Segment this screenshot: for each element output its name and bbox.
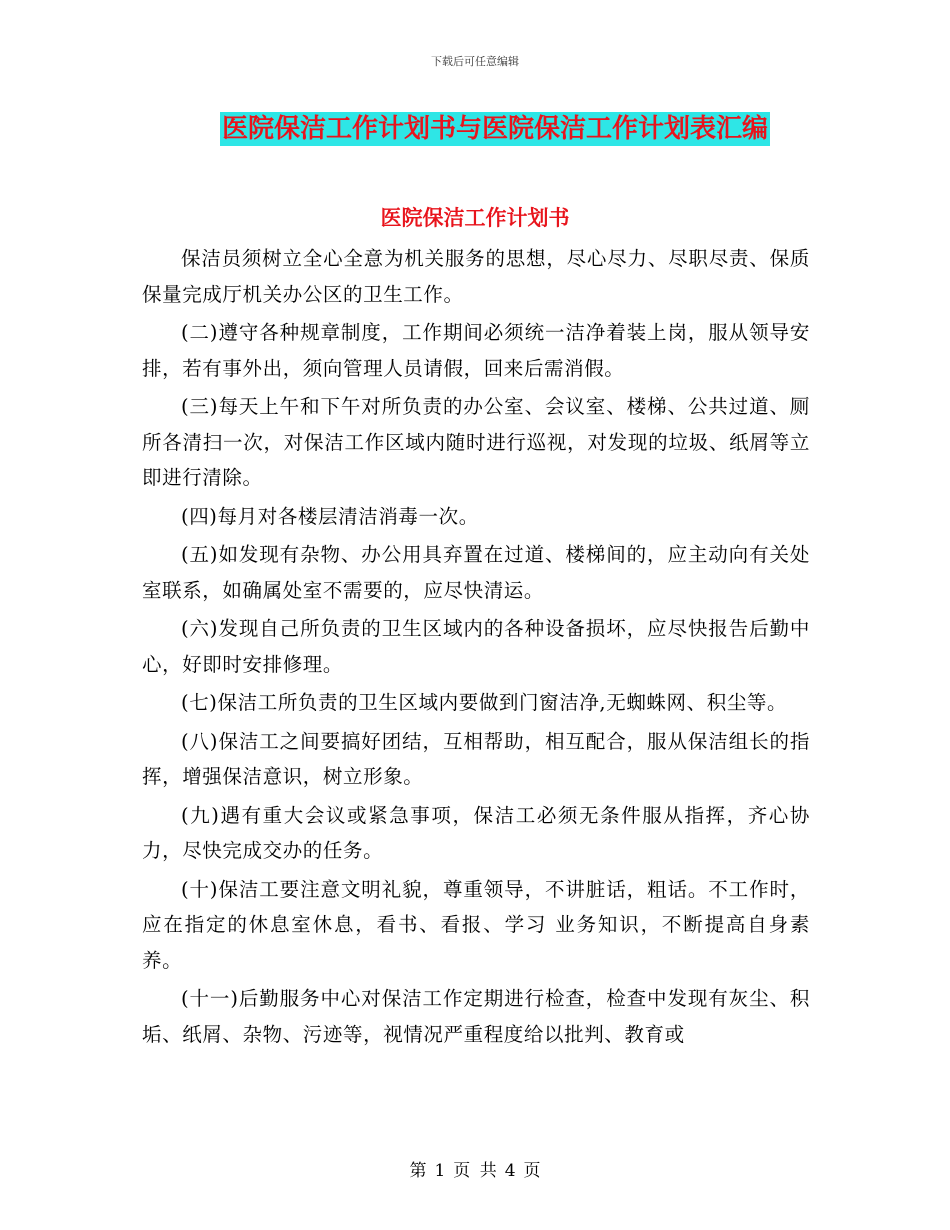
- paragraph: (五)如发现有杂物、办公用具弃置在过道、楼梯间的，应主动向有关处室联系，如确属处室不需要的，应尽快清运。: [142, 543, 810, 602]
- page-footer: [0, 1156, 950, 1181]
- header-note: 下载后可任意编辑: [431, 55, 519, 68]
- footer-page-number: 1: [434, 1161, 446, 1181]
- paragraph: (六)发现自己所负责的卫生区域内的各种设备损坏，应尽快报告后勤中心，好即时安排修理。: [142, 617, 810, 676]
- paragraph: 保洁员须树立全心全意为机关服务的思想，尽心尽力、尽职尽责、保质保量完成厅机关办公区的卫生工作。: [142, 247, 810, 306]
- section-title: 医院保洁工作计划书: [380, 205, 570, 230]
- paragraph: (七)保洁工所负责的卫生区域内要做到门窗洁净,无蜘蛛网、积尘等。: [181, 691, 788, 714]
- footer-suffix: 页: [523, 1161, 541, 1181]
- paragraph: (十)保洁工要注意文明礼貌，尊重领导，不讲脏话，粗话。不工作时，应在指定的休息室休息，看书、看报、学习 业务知识，不断提高自身素养。: [142, 877, 810, 972]
- footer-total-pages: 4: [504, 1161, 516, 1181]
- paragraph: (四)每月对各楼层清洁消毒一次。: [181, 504, 479, 528]
- document-body: [142, 241, 810, 1055]
- footer-middle: 页 共: [453, 1161, 497, 1181]
- footer-prefix: 第: [409, 1161, 427, 1181]
- paragraph: (三)每天上午和下午对所负责的办公室、会议室、楼梯、公共过道、厕所各清扫一次，对保洁工作区域内随时进行巡视，对发现的垃圾、纸屑等立即进行清除。: [142, 395, 810, 489]
- paragraph: (二)遵守各种规章制度，工作期间必须统一洁净着装上岗，服从领导安排，若有事外出，须向管理人员请假，回来后需消假。: [142, 321, 810, 380]
- paragraph: (十一)后勤服务中心对保洁工作定期进行检查，检查中发现有灰尘、积垢、纸屑、杂物、污迹等，视情况严重程度给以批判、教育或: [142, 987, 810, 1046]
- main-title-container: [0, 112, 950, 146]
- main-title: 医院保洁工作计划书与医院保洁工作计划表汇编: [221, 114, 768, 144]
- paragraph: (九)遇有重大会议或紧急事项，保洁工必须无条件服从指挥，齐心协力，尽快完成交办的任务。: [142, 803, 810, 862]
- paragraph: (八)保洁工之间要搞好团结，互相帮助，相互配合，服从保洁组长的指挥，增强保洁意识，树立形象。: [142, 729, 810, 788]
